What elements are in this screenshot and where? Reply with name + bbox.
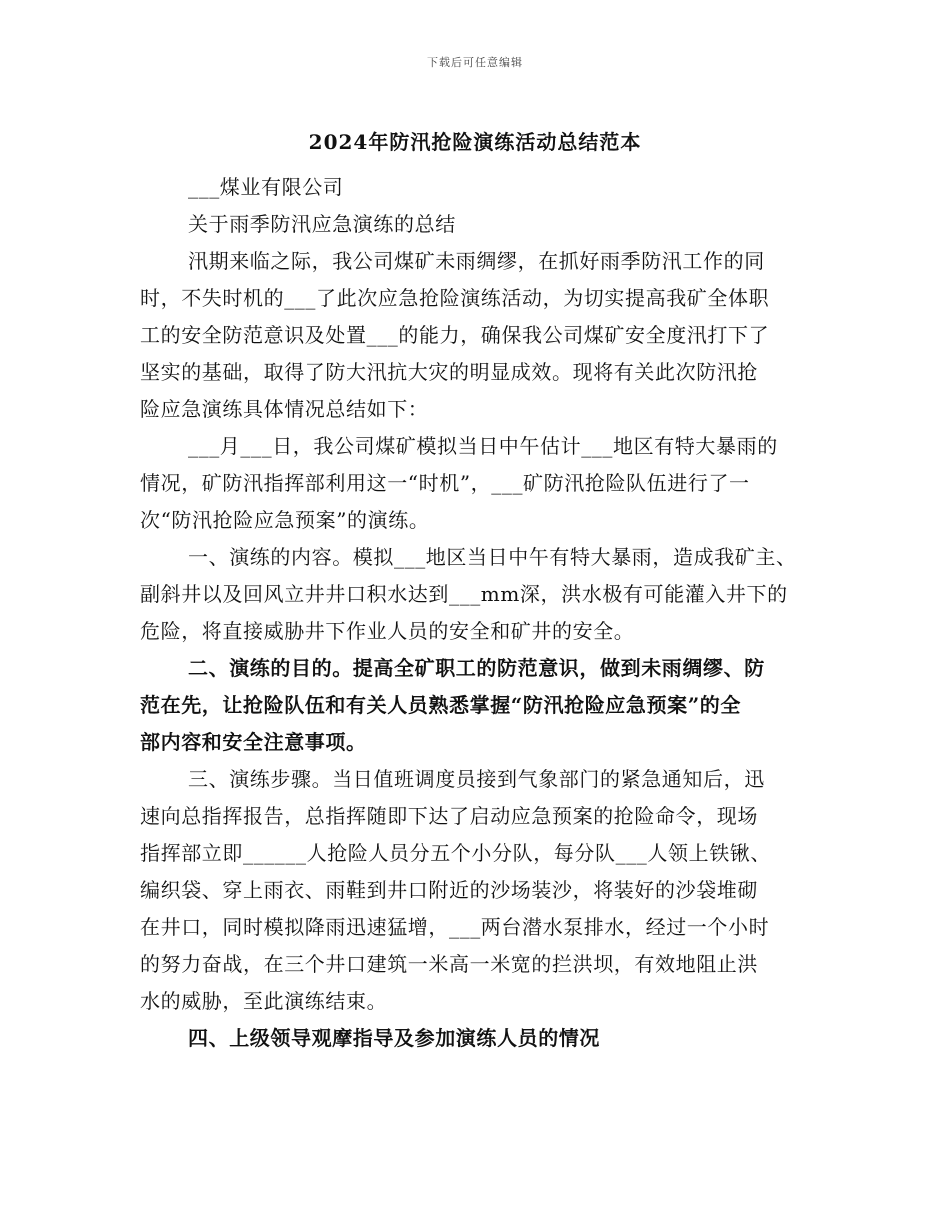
paragraph-1-line: 坚实的基础，取得了防大汛抗大灾的明显成效。现将有关此次防汛抢 [140, 360, 758, 384]
section-1-line: 危险，将直接威胁井下作业人员的安全和矿井的安全。 [140, 619, 635, 643]
section-3-line: 指挥部立即______人抢险人员分五个小分队，每分队___人领上铁锹、 [140, 841, 771, 865]
paragraph-2-line: 次“防汛抢险应急预案”的演练。 [140, 508, 430, 532]
section-1-line: 一、演练的内容。模拟___地区当日中午有特大暴雨，造成我矿主、 [188, 545, 797, 569]
section-2-line: 部内容和安全注意事项。 [140, 730, 367, 754]
section-1-line: 副斜井以及回风立井井口积水达到___mm深，洪水极有可能灌入井下的 [140, 582, 788, 606]
section-3-line: 编织袋、穿上雨衣、雨鞋到井口附近的沙场装沙，将装好的沙袋堆砌 [140, 878, 758, 902]
company-line: ___煤业有限公司 [188, 175, 344, 199]
paragraph-2-line: ___月___日，我公司煤矿模拟当日中午估计___地区有特大暴雨的 [188, 434, 778, 458]
section-3-line: 水的威胁，至此演练结束。 [140, 989, 388, 1013]
paragraph-1-line: 时，不失时机的___了此次应急抢险演练活动，为切实提高我矿全体职 [140, 286, 770, 310]
paragraph-2-line: 情况，矿防汛指挥部利用这一“时机”，___矿防汛抢险队伍进行了一 [140, 471, 750, 495]
section-2-line: 范在先，让抢险队伍和有关人员熟悉掌握“防汛抢险应急预案”的全 [140, 693, 742, 717]
section-3-line: 三、演练步骤。当日值班调度员接到气象部门的紧急通知后，迅 [188, 767, 765, 791]
header-note: 下载后可任意编辑 [427, 56, 523, 69]
paragraph-1-line: 工的安全防范意识及处置___的能力，确保我公司煤矿安全度汛打下了 [140, 323, 770, 347]
document-title: 2024年防汛抢险演练活动总结范本 [308, 130, 642, 154]
paragraph-1-line: 险应急演练具体情况总结如下： [140, 397, 429, 421]
section-2-line: 二、演练的目的。提高全矿职工的防范意识，做到未雨绸缪、防 [188, 656, 765, 680]
paragraph-1-line: 汛期来临之际，我公司煤矿未雨绸缪，在抓好雨季防汛工作的同 [188, 249, 765, 273]
section-3-line: 的努力奋战，在三个井口建筑一米高一米宽的拦洪坝，有效地阻止洪 [140, 952, 758, 976]
section-3-line: 在井口，同时模拟降雨迅速猛增，___两台潜水泵排水，经过一个小时 [140, 915, 770, 939]
section-4-heading: 四、上级领导观摩指导及参加演练人员的情况 [188, 1026, 600, 1050]
document-body [140, 169, 812, 1057]
subtitle-line: 关于雨季防汛应急演练的总结 [188, 212, 456, 236]
section-3-line: 速向总指挥报告，总指挥随即下达了启动应急预案的抢险命令，现场 [140, 804, 758, 828]
